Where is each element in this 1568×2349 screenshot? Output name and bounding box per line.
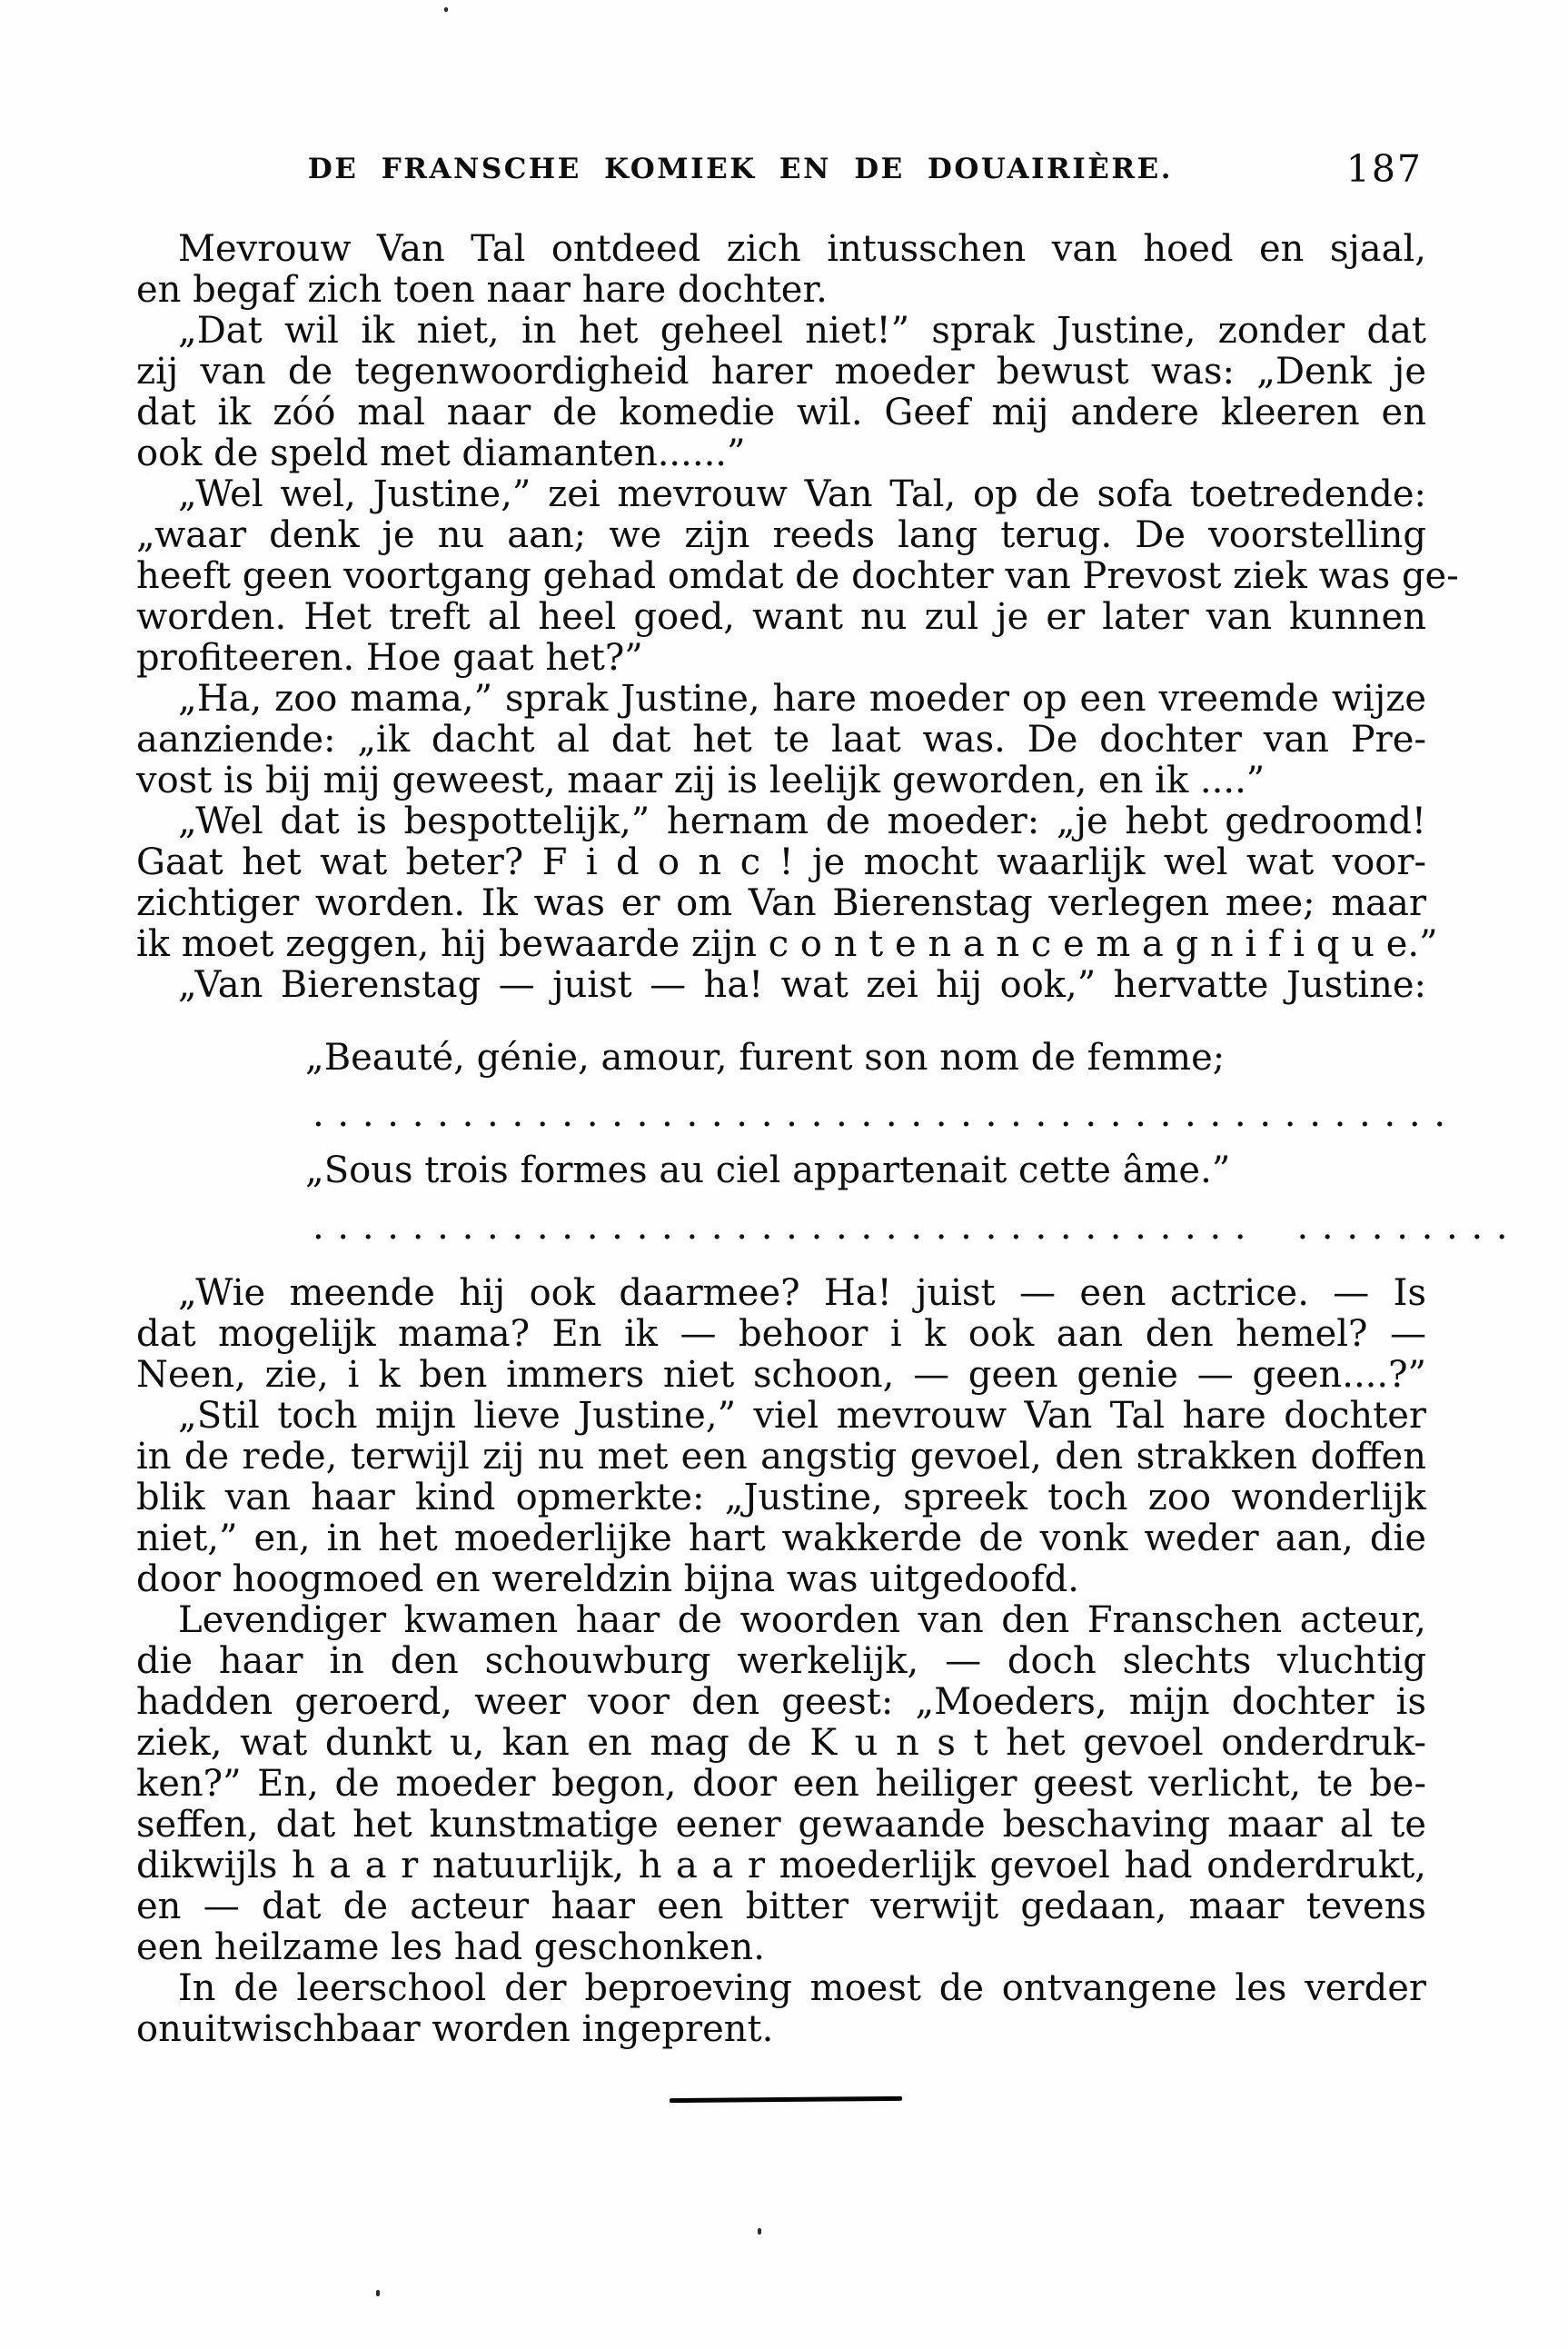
text-line: ken?” En, de moeder begon, door een heiliger geest verlicht, te be- bbox=[136, 1763, 1426, 1805]
verse-ellipsis-line: . . . . . . . . . . . . . . . . . . . . . . . . . . . . . . . . . . . . . . . . . . . . . . bbox=[313, 1093, 1447, 1135]
page-header bbox=[136, 147, 1426, 196]
text-line: dat ik zóó mal naar de komedie wil. Geef mij andere kleeren en bbox=[136, 392, 1426, 433]
text-line: ik moet zeggen, hij bewaarde zijn c o n t e n a n c e m a g n i f i q u e.” bbox=[136, 923, 1438, 965]
text-line: zij van de tegenwoordigheid harer moeder bewust was: „Denk je bbox=[136, 351, 1426, 393]
scan-speck bbox=[758, 2228, 761, 2235]
text-line: een heilzame les had geschonken. bbox=[136, 1926, 765, 1968]
text-line: „Dat wil ik niet, in het geheel niet!” sprak Justine, zonder dat bbox=[178, 310, 1426, 352]
text-line: en begaf zich toen naar hare dochter. bbox=[136, 269, 828, 311]
text-line: die haar in den schouwburg werkelijk, — doch slechts vluchtig bbox=[136, 1640, 1426, 1682]
paragraph bbox=[136, 1968, 1426, 2050]
scan-speck bbox=[444, 7, 448, 12]
scan-speck bbox=[376, 2290, 380, 2296]
running-title: DE FRANSCHE KOMIEK EN DE DOUAIRIÈRE. bbox=[307, 153, 1174, 185]
text-line: Gaat het wat beter? F i d o n c ! je mocht waarlijk wel wat voor- bbox=[136, 841, 1426, 883]
text-line: ziek, wat dunkt u, kan en mag de K u n s t het gevoel onderdruk- bbox=[136, 1722, 1426, 1764]
paragraph bbox=[136, 801, 1438, 965]
text-line: „Van Bierenstag — juist — ha! wat zei hij ook,” hervatte Justine: bbox=[178, 964, 1426, 1006]
page-body bbox=[136, 228, 1509, 2050]
text-line: zichtiger worden. Ik was er om Van Bierenstag verlegen mee; maar bbox=[136, 882, 1426, 924]
text-line: ook de speld met diamanten......” bbox=[136, 433, 746, 474]
text-line: „waar denk je nu aan; we zijn reeds lang terug. De voorstelling bbox=[136, 514, 1426, 556]
text-line: in de rede, terwijl zij nu met een angstig gevoel, den strakken doffen bbox=[136, 1436, 1426, 1478]
verse-line: „Beauté, génie, amour, furent son nom de femme; bbox=[305, 1037, 1226, 1079]
text-line: blik van haar kind opmerkte: „Justine, spreek toch zoo wonderlijk bbox=[136, 1477, 1426, 1518]
text-line: profiteeren. Hoe gaat het?” bbox=[136, 637, 643, 679]
paragraph bbox=[136, 1273, 1426, 1396]
text-line: dikwijls h a a r natuurlijk, h a a r moederlijk gevoel had onderdrukt, bbox=[136, 1845, 1426, 1886]
verse-ellipsis-line: . . . . . . . . . . . . . . . . . . . . . . . . . . . . . . . . . . . . . . . . . . . . . . . bbox=[313, 1206, 1509, 1248]
text-line: Levendiger kwamen haar de woorden van den Franschen acteur, bbox=[178, 1599, 1426, 1641]
text-line: vost is bij mij geweest, maar zij is leelijk geworden, en ik ....” bbox=[136, 760, 1265, 801]
text-line: Mevrouw Van Tal ontdeed zich intusschen van hoed en sjaal, bbox=[178, 228, 1426, 270]
paragraph bbox=[136, 473, 1459, 679]
verse-line: „Sous trois formes au ciel appartenait cette âme.” bbox=[305, 1150, 1231, 1191]
text-line: door hoogmoed en wereldzin bijna was uitgedoofd. bbox=[136, 1558, 1079, 1600]
page-number: 187 bbox=[1345, 147, 1423, 191]
text-line: aanziende: „ik dacht al dat het te laat was. De dochter van Pre- bbox=[136, 719, 1426, 761]
text-line: „Wel wel, Justine,” zei mevrouw Van Tal, op de sofa toetredende: bbox=[178, 473, 1426, 515]
text-line: In de leerschool der beproeving moest de ontvangene les verder bbox=[178, 1967, 1426, 2009]
text-line: niet,” en, in het moederlijke hart wakkerde de vonk weder aan, die bbox=[136, 1518, 1426, 1559]
text-line: „Stil toch mijn lieve Justine,” viel mevrouw Van Tal hare dochter bbox=[178, 1395, 1426, 1437]
text-line: Neen, zie, i k ben immers niet schoon, — geen genie — geen....?” bbox=[136, 1354, 1426, 1396]
verse-block bbox=[305, 1030, 1509, 1255]
section-end-rule bbox=[670, 2096, 902, 2103]
text-line: „Ha, zoo mama,” sprak Justine, hare moeder op een vreemde wijze bbox=[178, 678, 1426, 720]
text-line: en — dat de acteur haar een bitter verwijt gedaan, maar tevens bbox=[136, 1886, 1426, 1927]
paragraph bbox=[136, 229, 1426, 311]
text-line: hadden geroerd, weer voor den geest: „Moeders, mijn dochter is bbox=[136, 1681, 1426, 1723]
paragraph bbox=[136, 679, 1426, 801]
paragraph bbox=[136, 1600, 1426, 1968]
text-line: onuitwischbaar worden ingeprent. bbox=[136, 2008, 774, 2050]
text-line: seffen, dat het kunstmatige eener gewaande beschaving maar al te bbox=[136, 1804, 1426, 1846]
text-line: heeft geen voortgang gehad omdat de dochter van Prevost ziek was ge- bbox=[136, 555, 1459, 597]
paragraph bbox=[136, 965, 1426, 1006]
text-line: „Wel dat is bespottelijk,” hernam de moeder: „je hebt gedroomd! bbox=[178, 801, 1426, 842]
paragraph bbox=[136, 1396, 1426, 1600]
text-line: „Wie meende hij ook daarmee? Ha! juist — een actrice. — Is bbox=[178, 1272, 1426, 1314]
text-line: worden. Het treft al heel goed, want nu zul je er later van kunnen bbox=[136, 596, 1426, 638]
paragraph bbox=[136, 311, 1426, 474]
text-line: dat mogelijk mama? En ik — behoor i k ook aan den hemel? — bbox=[136, 1313, 1426, 1355]
